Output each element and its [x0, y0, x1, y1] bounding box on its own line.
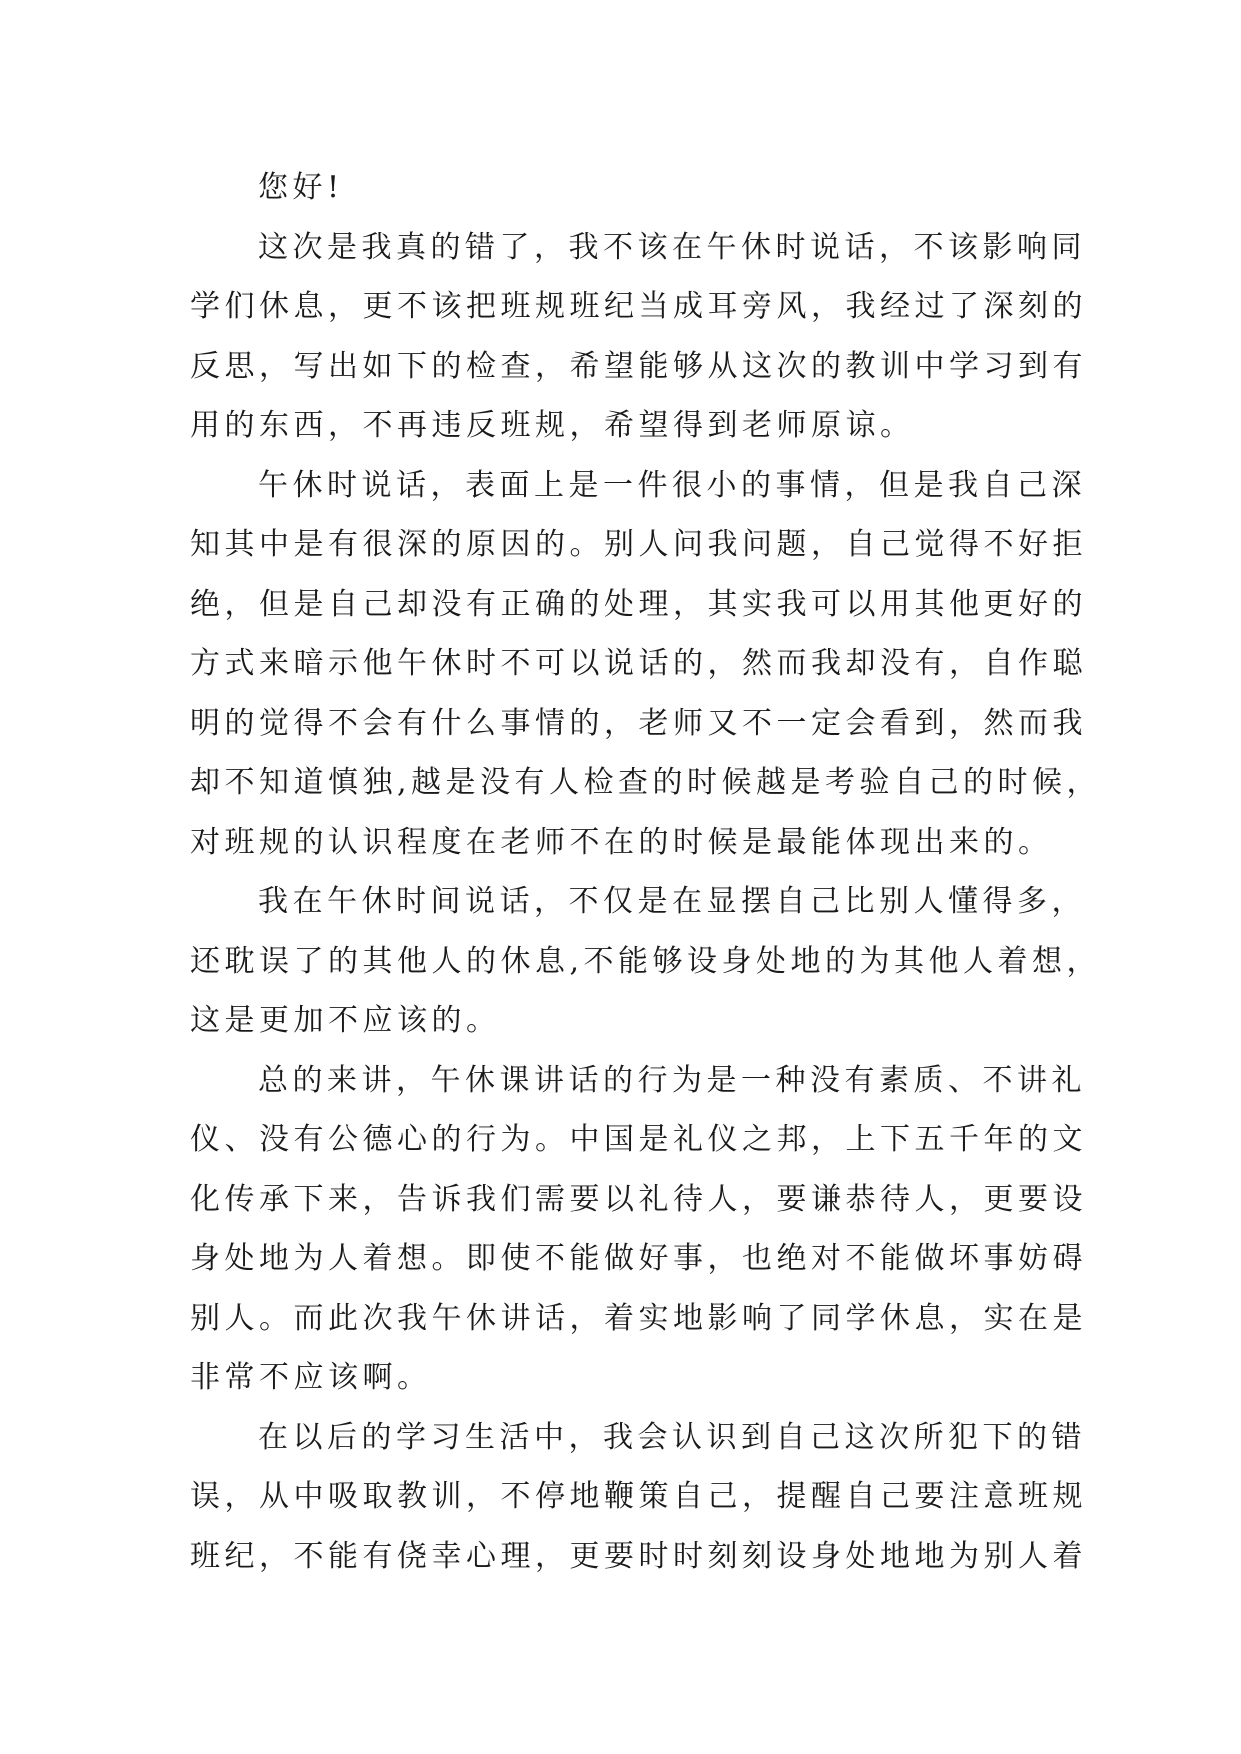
text-line: 绝，但是自己却没有正确的处理，其实我可以用其他更好的: [190, 586, 1087, 622]
text-line: 学们休息，更不该把班规班纪当成耳旁风，我经过了深刻的: [190, 289, 1087, 324]
text-line: 非常不应该啊。: [190, 1360, 432, 1395]
text-line: 方式来暗示他午休时不可以说话的，然而我却没有，自作聪: [190, 646, 1087, 681]
text-line: 在以后的学习生活中，我会认识到自己这次所犯下的错: [258, 1419, 1086, 1455]
text-line: 我在午休时间说话，不仅是在显摆自己比别人懂得多，: [258, 884, 1086, 919]
text-line: 却不知道慎独,越是没有人检查的时候越是考验自己的时候，: [190, 765, 1102, 800]
text-line: 这是更加不应该的。: [190, 1003, 501, 1038]
letter-body: [190, 158, 1102, 1586]
text-line: 化传承下来，告诉我们需要以礼待人，要谦恭待人，更要设: [190, 1181, 1087, 1217]
text-line: 明的觉得不会有什么事情的，老师又不一定会看到，然而我: [190, 705, 1087, 741]
text-line: 知其中是有很深的原因的。别人问我问题，自己觉得不好拒: [190, 527, 1087, 562]
text-line: 这次是我真的错了，我不该在午休时说话，不该影响同: [258, 229, 1086, 265]
text-line: 仪、没有公德心的行为。中国是礼仪之邦，上下五千年的文: [190, 1122, 1087, 1157]
text-line: 班纪，不能有侥幸心理，更要时时刻刻设身处地地为别人着: [190, 1538, 1087, 1574]
text-line: 别人。而此次我午休讲话，着实地影响了同学休息，实在是: [190, 1300, 1087, 1336]
text-line: 午休时说话，表面上是一件很小的事情，但是我自己深: [258, 467, 1086, 503]
text-line: 身处地为人着想。即使不能做好事，也绝对不能做坏事妨碍: [190, 1241, 1087, 1276]
text-line: 对班规的认识程度在老师不在的时候是最能体现出来的。: [190, 824, 1053, 860]
text-line: 总的来讲，午休课讲话的行为是一种没有素质、不讲礼: [258, 1062, 1086, 1098]
text-line: 用的东西，不再违反班规，希望得到老师原谅。: [190, 408, 915, 443]
salutation: 您好!: [258, 170, 344, 205]
text-line: 误，从中吸取教训，不停地鞭策自己，提醒自己要注意班规: [190, 1479, 1087, 1514]
text-line: 反思，写出如下的检查，希望能够从这次的教训中学习到有: [190, 348, 1087, 384]
text-line: 还耽误了的其他人的休息,不能够设身处地的为其他人着想，: [190, 943, 1102, 979]
